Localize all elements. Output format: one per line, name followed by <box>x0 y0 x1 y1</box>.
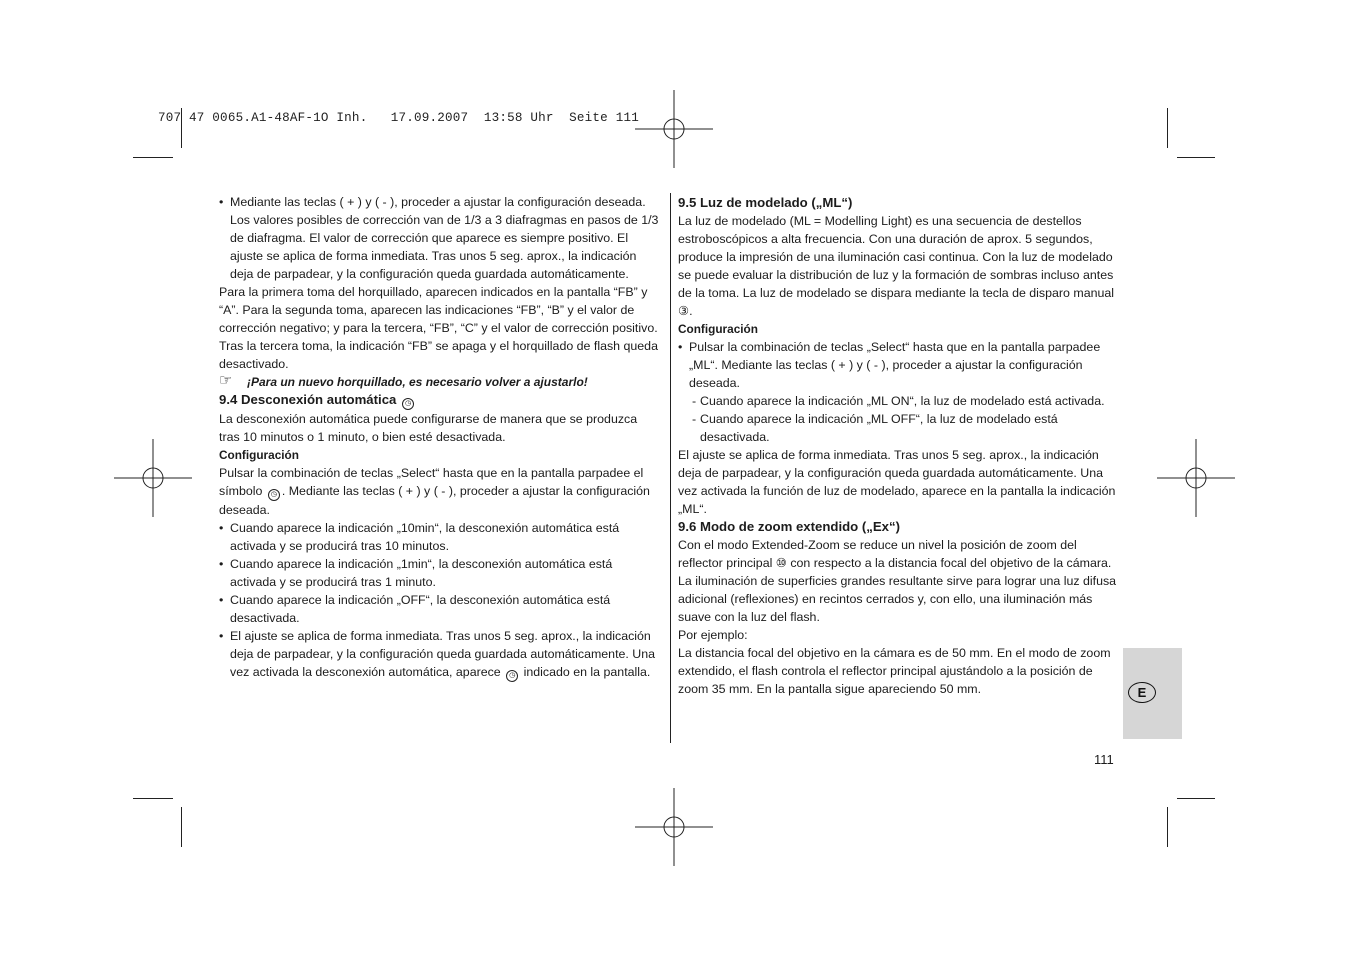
print-slug: 707 47 0065.A1-48AF-1O Inh. 17.09.2007 13:58 Uhr Seite 111 <box>158 111 639 125</box>
crop-mark <box>1167 807 1168 847</box>
list-item: • Cuando aparece la indicación „10min“, la desconexión automática está activada y se producirá tras 10 minutos. <box>219 519 659 555</box>
text-run: . Mediante las teclas ( + ) y ( - ), proceder a ajustar la configuración deseada. <box>219 484 650 517</box>
crop-mark <box>133 798 173 799</box>
paragraph: La distancia focal del objetivo en la cámara es de 50 mm. En el modo de zoom extendido, el flash controla el reflector principal ajustándolo a la posición de zoom 35 mm. En la pantalla sigue apareciendo 50 mm. <box>678 646 1111 696</box>
auto-off-icon: ◷ <box>402 398 414 410</box>
language-badge: E <box>1128 682 1156 703</box>
column-divider <box>670 193 671 743</box>
subheading: Configuración <box>678 322 758 336</box>
dash-item: - Cuando aparece la indicación „ML ON“, la luz de modelado está activada. <box>678 392 1120 410</box>
dash-item: - Cuando aparece la indicación „ML OFF“, la luz de modelado está desactivada. <box>678 410 1120 446</box>
text-run: El ajuste se aplica de forma inmediata. Tras unos 5 seg. aprox., la indicación deja de parpadear, y la configuración queda guardada automáticamente. Una vez activada la desconexión automática, aparece <box>230 629 656 679</box>
crop-mark <box>181 807 182 847</box>
paragraph: Con el modo Extended-Zoom se reduce un nivel la posición de zoom del reflector principal ⑩ con respecto a la distancia focal del objetivo de la cámara. La iluminación de superficies grandes resultante sirve para lograr una luz difusa adicional (reflexiones) en recintos cerrados y, con ello, una iluminación más suave con la luz del flash. <box>678 538 1117 624</box>
right-column <box>678 194 1120 698</box>
registration-crosshair-icon <box>1157 439 1235 517</box>
paragraph: La luz de modelado (ML = Modelling Light) es una secuencia de destellos estroboscópicos a alta frecuencia. Con una duración de aprox. 5 segundos, produce la impresión de una iluminación casi continua. Con la luz de modelado se puede evaluar la distribución de luz y la formación de sombras incluso antes de la toma. La luz de modelado se dispara mediante la tecla de disparo manual ③. <box>678 214 1115 318</box>
registration-crosshair-icon <box>114 439 192 517</box>
section-heading: 9.5 Luz de modelado („ML“) <box>678 195 853 210</box>
crop-mark <box>1177 798 1215 799</box>
crop-mark <box>1177 157 1215 158</box>
section-heading: 9.6 Modo de zoom extendido („Ex“) <box>678 519 901 534</box>
auto-off-icon: ◷ <box>268 489 280 501</box>
paragraph: El ajuste se aplica de forma inmediata. Tras unos 5 seg. aprox., la indicación deja de parpadear, y la configuración queda guardada automáticamente. Una vez activada la función de luz de modelado, aparece en la pantalla la indicación „ML“. <box>678 448 1116 516</box>
list-item: • Pulsar la combinación de teclas „Select“ hasta que en la pantalla parpadee „ML“. Mediante las teclas ( + ) y ( - ), proceder a ajustar la configuración deseada. <box>678 338 1120 392</box>
heading-text: 9.4 Desconexión automática <box>219 392 397 407</box>
paragraph: Por ejemplo: <box>678 628 748 642</box>
pointing-hand-icon: ☞ <box>219 372 233 389</box>
list-item: • Cuando aparece la indicación „1min“, la desconexión automática está activada y se producirá tras 1 minuto. <box>219 555 659 591</box>
crop-mark <box>1167 108 1168 148</box>
section-heading <box>219 391 659 410</box>
paragraph: Para la primera toma del horquillado, aparecen indicados en la pantalla “FB” y “A”. Para la segunda toma, aparecen las indicaciones “FB”, “B” y el valor de corrección negativo; y para la tercera, “FB”, “C” y el valor de corrección positivo. Tras la tercera toma, la indicación “FB” se apaga y el horquillado de flash queda desactivado. <box>219 285 658 371</box>
list-item <box>219 627 659 682</box>
list-item: • Mediante las teclas ( + ) y ( - ), proceder a ajustar la configuración deseada. Los valores posibles de corrección van de 1/3 a 3 diafragmas en pasos de 1/3 de diafragma. El valor de corrección que aparece es siempre positivo. El ajuste se aplica de forma inmediata. Tras unos 5 seg. aprox., la indicación deja de parpadear, y la configuración queda guardada automáticamente. <box>219 193 659 283</box>
list-item: • Cuando aparece la indicación „OFF“, la desconexión automática está desactivada. <box>219 591 659 627</box>
auto-off-icon: ◷ <box>506 670 518 682</box>
crop-mark <box>133 157 173 158</box>
note <box>219 373 659 391</box>
registration-crosshair-icon <box>635 788 713 866</box>
registration-crosshair-icon <box>635 90 713 168</box>
note-text: ¡Para un nuevo horquillado, es necesario volver a ajustarlo! <box>247 375 588 389</box>
paragraph: La desconexión automática puede configurarse de manera que se produzca tras 10 minutos o 1 minuto, o bien esté desactivada. <box>219 412 638 444</box>
text-run: Pulsar la combinación de teclas „Select“ hasta que en la pantalla parpadee el símbolo <box>219 466 644 498</box>
paragraph <box>219 464 659 519</box>
text-run: indicado en la pantalla. <box>523 665 651 679</box>
page-number: 111 <box>1094 752 1114 767</box>
subheading: Configuración <box>219 448 299 462</box>
left-column <box>219 193 659 682</box>
